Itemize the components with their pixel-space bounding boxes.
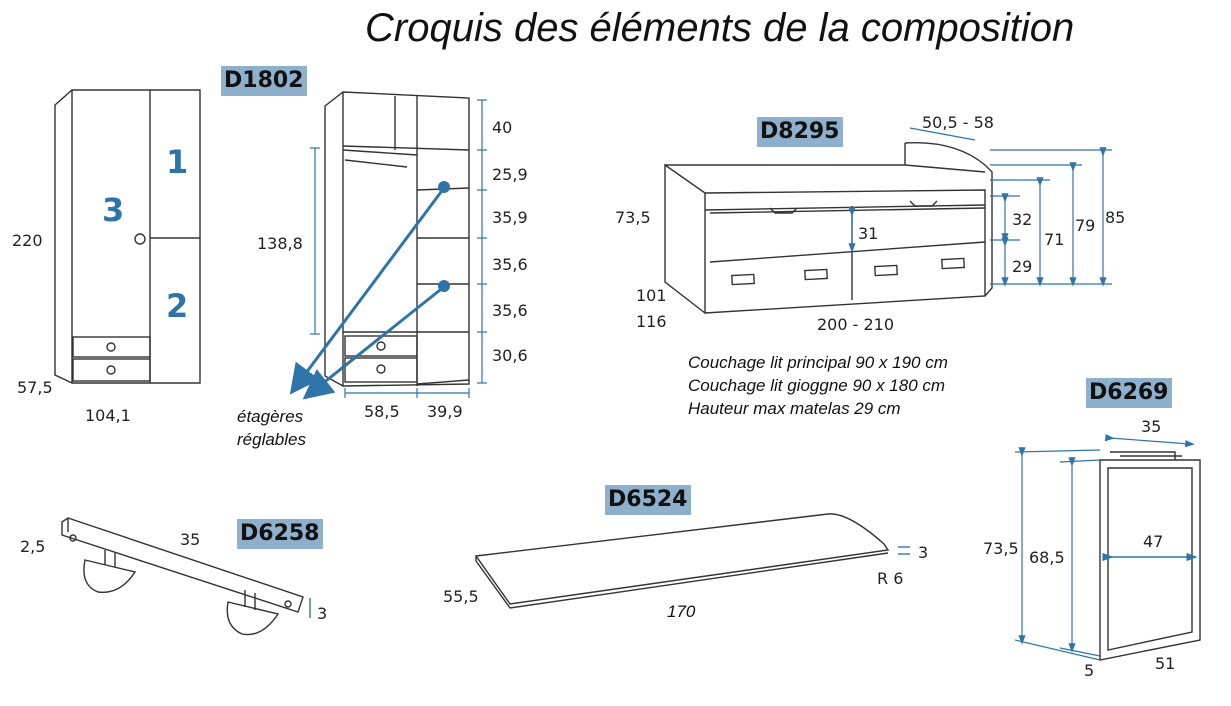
bed-depth-label-1: 101 xyxy=(636,286,667,305)
inner-width-left-label: 58,5 xyxy=(364,402,400,421)
rail-thickness-label: 2,5 xyxy=(20,537,46,556)
shelf-depth-label: 55,5 xyxy=(443,587,479,606)
headboard-depth-label: 50,5 - 58 xyxy=(922,113,994,132)
inner-width-right-label: 39,9 xyxy=(427,402,463,421)
code-badge-d1802: D1802 xyxy=(221,66,307,96)
bedside-base-depth-label: 5 xyxy=(1084,661,1095,680)
wardrobe-closed-drawing xyxy=(55,90,200,383)
bed-note-main: Couchage lit principal 90 x 190 cm xyxy=(688,353,948,372)
adjustable-shelf-arrows xyxy=(297,181,450,392)
bed-dim-71: 71 xyxy=(1044,230,1065,249)
shelf-length-label: 170 xyxy=(667,602,696,621)
bedside-base-width-label: 51 xyxy=(1155,654,1176,673)
adjustable-shelves-note-line2: réglables xyxy=(237,430,306,449)
wardrobe-open-drawing xyxy=(325,92,469,386)
mattress-gap-label: 31 xyxy=(858,224,879,243)
bed-note-mattress: Hauteur max matelas 29 cm xyxy=(688,399,901,418)
bed-dim-85: 85 xyxy=(1105,208,1126,227)
door-number-1: 1 xyxy=(166,143,189,181)
wardrobe-height-label: 220 xyxy=(12,231,43,250)
shelf-radius-label: R 6 xyxy=(877,569,904,588)
shelf-thickness-label: 3 xyxy=(918,543,929,562)
code-badge-d6269: D6269 xyxy=(1086,378,1172,408)
shelf-drawing xyxy=(476,514,910,608)
bed-front-height-label: 73,5 xyxy=(615,208,651,227)
bedside-height-inner-label: 68,5 xyxy=(1029,548,1065,567)
page-title: Croquis des éléments de la composition xyxy=(365,6,1075,50)
hanging-height-label: 138,8 xyxy=(257,234,303,253)
bedside-top-width-label: 35 xyxy=(1141,417,1162,436)
bed-drawing xyxy=(665,143,992,313)
shelf-gap-label-2: 25,9 xyxy=(492,165,528,184)
rail-height-label: 3 xyxy=(317,604,328,623)
bed-dim-29: 29 xyxy=(1012,257,1033,276)
door-number-2: 2 xyxy=(166,287,189,325)
bed-note-trundle: Couchage lit gioggne 90 x 180 cm xyxy=(688,376,946,395)
bed-dim-32: 32 xyxy=(1012,210,1033,229)
shelf-gap-label-5: 35,6 xyxy=(492,301,528,320)
door-number-3: 3 xyxy=(102,191,125,229)
bedside-inner-width-label: 47 xyxy=(1143,532,1164,551)
shelf-gap-label-3: 35,9 xyxy=(492,208,528,227)
wardrobe-width-label: 104,1 xyxy=(85,406,131,425)
rail-length-label: 35 xyxy=(180,530,201,549)
bedside-height-outer-label: 73,5 xyxy=(983,539,1019,558)
bed-length-label: 200 - 210 xyxy=(817,315,895,334)
bed-depth-label-2: 116 xyxy=(636,312,667,331)
shelf-gap-label-1: 40 xyxy=(492,118,513,137)
wardrobe-depth-label: 57,5 xyxy=(17,378,53,397)
shelf-gap-label-6: 30,6 xyxy=(492,346,528,365)
adjustable-shelves-note-line1: étagères xyxy=(237,407,304,426)
bed-dim-79: 79 xyxy=(1075,216,1096,235)
code-badge-d6524: D6524 xyxy=(605,485,691,515)
shelf-gap-label-4: 35,6 xyxy=(492,255,528,274)
bedside-frame-drawing xyxy=(1100,452,1200,660)
code-badge-d6258: D6258 xyxy=(237,519,323,549)
code-badge-d8295: D8295 xyxy=(757,117,843,147)
